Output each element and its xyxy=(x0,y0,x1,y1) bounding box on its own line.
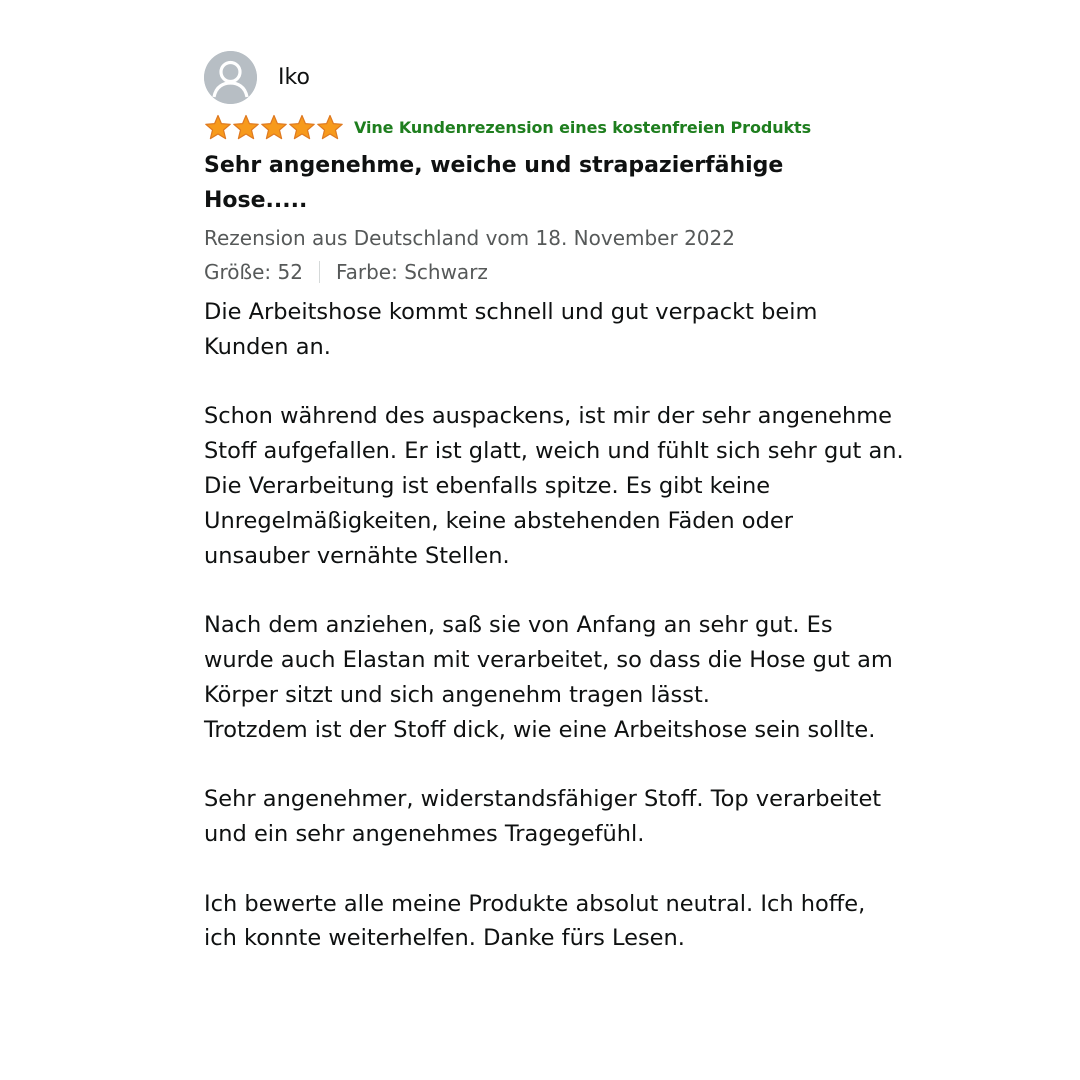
variant-divider xyxy=(319,261,320,283)
star-icon xyxy=(204,114,232,141)
review-text: Nach dem anziehen, saß sie von Anfang an sehr gut. Es wurde auch Elastan mit verarbeitet, so dass die Hose gut am Körper sitzt und sich angenehm tragen lässt. xyxy=(204,612,893,708)
review-text: Schon während des auspackens, ist mir der sehr angenehme Stoff aufgefallen. Er ist glatt, weich und fühlt sich sehr gut an. xyxy=(204,403,904,465)
vine-badge[interactable]: Vine Kundenrezension eines kostenfreien Produkts xyxy=(354,117,812,137)
variant-size: Größe: 52 xyxy=(204,260,303,284)
review-paragraph xyxy=(204,782,904,852)
review-text: Trotzdem ist der Stoff dick, wie eine Arbeitshose sein sollte. xyxy=(204,716,876,743)
review-paragraph xyxy=(204,608,904,747)
review-body xyxy=(204,295,904,956)
review-text: Die Verarbeitung ist ebenfalls spitze. Es gibt keine Unregelmäßigkeiten, keine abstehenden Fäden oder unsauber vernähte Stellen. xyxy=(204,472,793,569)
star-icon xyxy=(316,114,344,141)
review-paragraph xyxy=(204,887,904,957)
star-icon xyxy=(260,114,288,141)
review-title[interactable]: Sehr angenehme, weiche und strapazierfähige Hose..... xyxy=(204,153,784,213)
customer-review xyxy=(204,50,904,956)
star-rating[interactable] xyxy=(204,114,344,141)
star-icon xyxy=(288,114,316,141)
default-user-avatar-icon[interactable] xyxy=(204,51,257,104)
review-text: Ich bewerte alle meine Produkte absolut neutral. Ich hoffe, ich konnte weiterhelfen. Danke fürs Lesen. xyxy=(204,890,866,952)
reviewer-name[interactable]: Iko xyxy=(278,64,310,90)
rating-row xyxy=(204,112,904,142)
review-paragraph xyxy=(204,295,904,365)
reviewer-profile[interactable] xyxy=(204,50,904,104)
star-icon xyxy=(232,114,260,141)
review-text: Die Arbeitshose kommt schnell und gut verpackt beim Kunden an. xyxy=(204,299,818,360)
variant-color: Farbe: Schwarz xyxy=(335,260,488,284)
review-text: Sehr angenehmer, widerstandsfähiger Stoff. Top verarbeitet und ein sehr angenehmes Tragegefühl. xyxy=(204,786,882,847)
review-date: Rezension aus Deutschland vom 18. November 2022 xyxy=(204,226,735,250)
product-variant xyxy=(204,255,904,289)
review-paragraph xyxy=(204,399,904,573)
